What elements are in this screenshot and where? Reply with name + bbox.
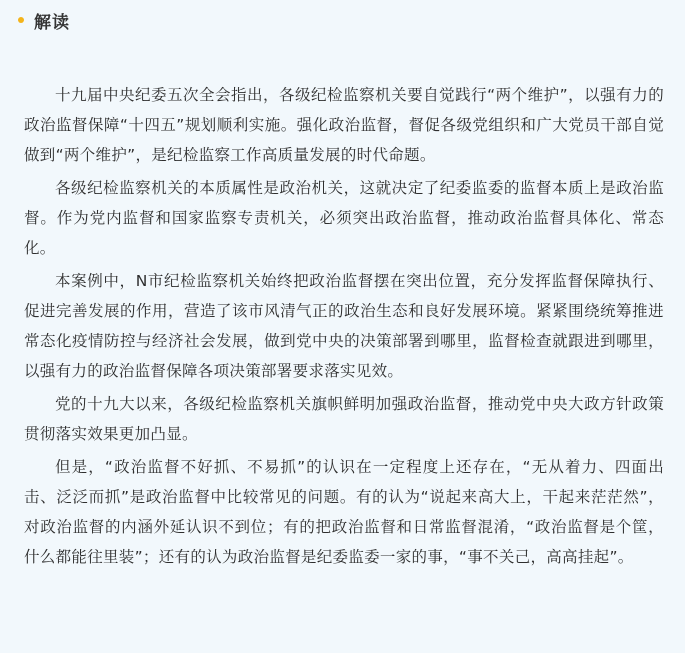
article-body [24, 80, 664, 572]
paragraph-3: 本案例中，N市纪检监察机关始终把政治监督摆在突出位置，充分发挥监督保障执行、促进完善发展的作用，营造了该市风清气正的政治生态和良好发展环境。紧紧围绕统筹推进常态化疫情防控与经济社会发展，做到党中央的决策部署到哪里，监督检查就跟进到哪里，以强有力的政治监督保障各项决策部署要求落实见效。 [24, 272, 664, 380]
paragraph-4: 党的十九大以来，各级纪检监察机关旗帜鲜明加强政治监督，推动党中央大政方针政策贯彻落实效果更加凸显。 [24, 395, 664, 443]
paragraph-5: 但是，“政治监督不好抓、不易抓”的认识在一定程度上还存在，“无从着力、四面出击、泛泛而抓”是政治监督中比较常见的问题。有的认为“说起来高大上，干起来茫茫然”，对政治监督的内涵外延认识不到位；有的把政治监督和日常监督混淆，“政治监督是个筐，什么都能往里装”；还有的认为政治监督是纪委监委一家的事，“事不关己，高高挂起”。 [24, 458, 664, 566]
section-heading [18, 8, 70, 32]
paragraph-1: 十九届中央纪委五次全会指出，各级纪检监察机关要自觉践行“两个维护”，以强有力的政治监督保障“十四五”规划顺利实施。强化政治监督，督促各级党组织和广大党员干部自觉做到“两个维护”，是纪检监察工作高质量发展的时代命题。 [24, 86, 664, 164]
bullet-dot-icon [18, 17, 24, 23]
paragraph-2: 各级纪检监察机关的本质属性是政治机关，这就决定了纪委监委的监督本质上是政治监督。作为党内监督和国家监察专责机关，必须突出政治监督，推动政治监督具体化、常态化。 [24, 179, 664, 257]
section-title: 解读 [34, 12, 70, 33]
